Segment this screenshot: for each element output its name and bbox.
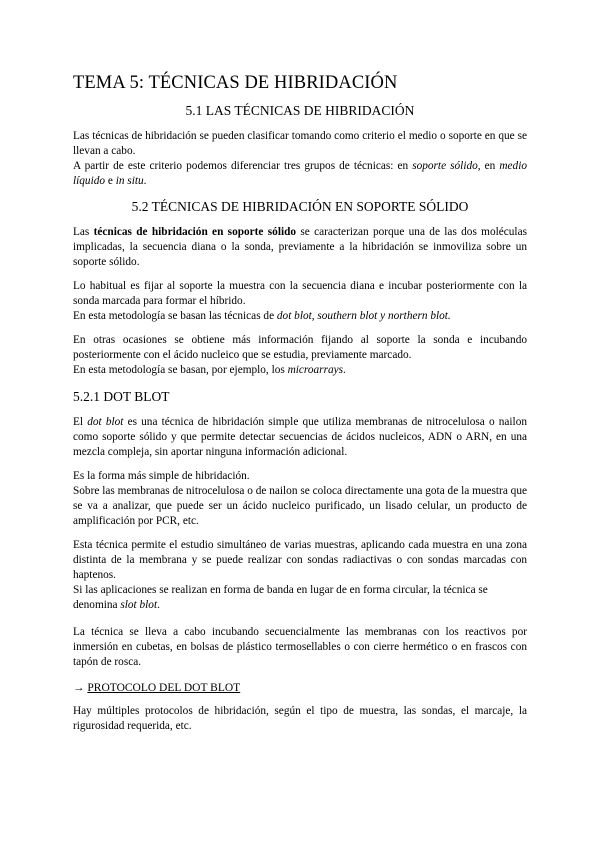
paragraph: Hay múltiples protocolos de hibridación, según el tipo de muestra, las sondas, el marcaje, la rigurosidad requerida, etc. — [73, 705, 527, 732]
protocol-link[interactable]: PROTOCOLO DEL DOT BLOT — [87, 682, 241, 694]
paragraph: La técnica se lleva a cabo incubando secuencialmente las membranas con los reactivos por inmersión en cubetas, en bolsas de plástico termosellables o con cierre hermético o en frascos con tapón de rosca. — [73, 626, 527, 668]
page-title: TEMA 5: TÉCNICAS DE HIBRIDACIÓN — [73, 73, 398, 93]
paragraph: Las técnicas de hibridación en soporte sólido se caracterizan porque una de las dos moléculas implicadas, la secuencia diana o la sonda, previamente a la hibridación se inmoviliza sobre un soporte sólido. — [73, 226, 527, 268]
section-5-2-1-body-4 — [73, 625, 527, 670]
protocol-link-line — [73, 681, 240, 696]
section-heading-5-1: 5.1 LAS TÉCNICAS DE HIBRIDACIÓN — [185, 103, 415, 118]
arrow-icon: → — [73, 682, 88, 694]
paragraph: Es la forma más simple de hibridación. — [73, 470, 250, 482]
paragraph: En esta metodología se basan las técnicas de dot blot, southern blot y northern blot. — [73, 310, 451, 322]
section-5-2-1-body-3 — [73, 538, 527, 613]
paragraph: Esta técnica permite el estudio simultáneo de varias muestras, aplicando cada muestra en una zona distinta de la membrana y se puede realizar con sondas radiactivas o con sondas marcadas con haptenos. — [73, 539, 527, 581]
section-5-2-body-2 — [73, 279, 527, 324]
paragraph: Lo habitual es fijar al soporte la muestra con la secuencia diana e incubar posteriormente con la sonda marcada para formar el híbrido. — [73, 280, 527, 307]
paragraph: Sobre las membranas de nitrocelulosa o de nailon se coloca directamente una gota de la muestra que se va a analizar, que puede ser un ácido nucleico purificado, un lisado celular, un producto de amplificación por PCR, etc. — [73, 485, 527, 527]
section-5-2-1-body-2 — [73, 469, 527, 529]
paragraph: En otras ocasiones se obtiene más información fijando al soporte la sonda e incubando posteriormente con el ácido nucleico que se estudia, previamente marcado. — [73, 334, 527, 361]
section-5-1-body — [73, 129, 527, 189]
section-5-2-body-3 — [73, 333, 527, 378]
paragraph: Las técnicas de hibridación se pueden clasificar tomando como criterio el medio o soporte en que se llevan a cabo. — [73, 130, 527, 157]
section-5-2-1-body-5 — [73, 704, 527, 734]
paragraph: A partir de este criterio podemos diferenciar tres grupos de técnicas: en soporte sólido, en medio líquido e in situ. — [73, 160, 527, 187]
paragraph: Si las aplicaciones se realizan en forma de banda en lugar de en forma circular, la técnica se denomina slot blot. — [73, 584, 488, 611]
paragraph: En esta metodología se basan, por ejemplo, los microarrays. — [73, 364, 346, 376]
paragraph: El dot blot es una técnica de hibridación simple que utiliza membranas de nitrocelulosa o nailon como soporte sólido y que permite detectar secuencias de ácidos nucleicos, ADN o ARN, en una mezcla compleja, sin aportar ninguna información adicional. — [73, 416, 527, 458]
section-heading-5-2: 5.2 TÉCNICAS DE HIBRIDACIÓN EN SOPORTE SÓLIDO — [131, 199, 469, 214]
section-5-2-body — [73, 225, 527, 270]
section-5-2-1-body — [73, 415, 527, 460]
subsection-heading-5-2-1: 5.2.1 DOT BLOT — [73, 389, 170, 404]
